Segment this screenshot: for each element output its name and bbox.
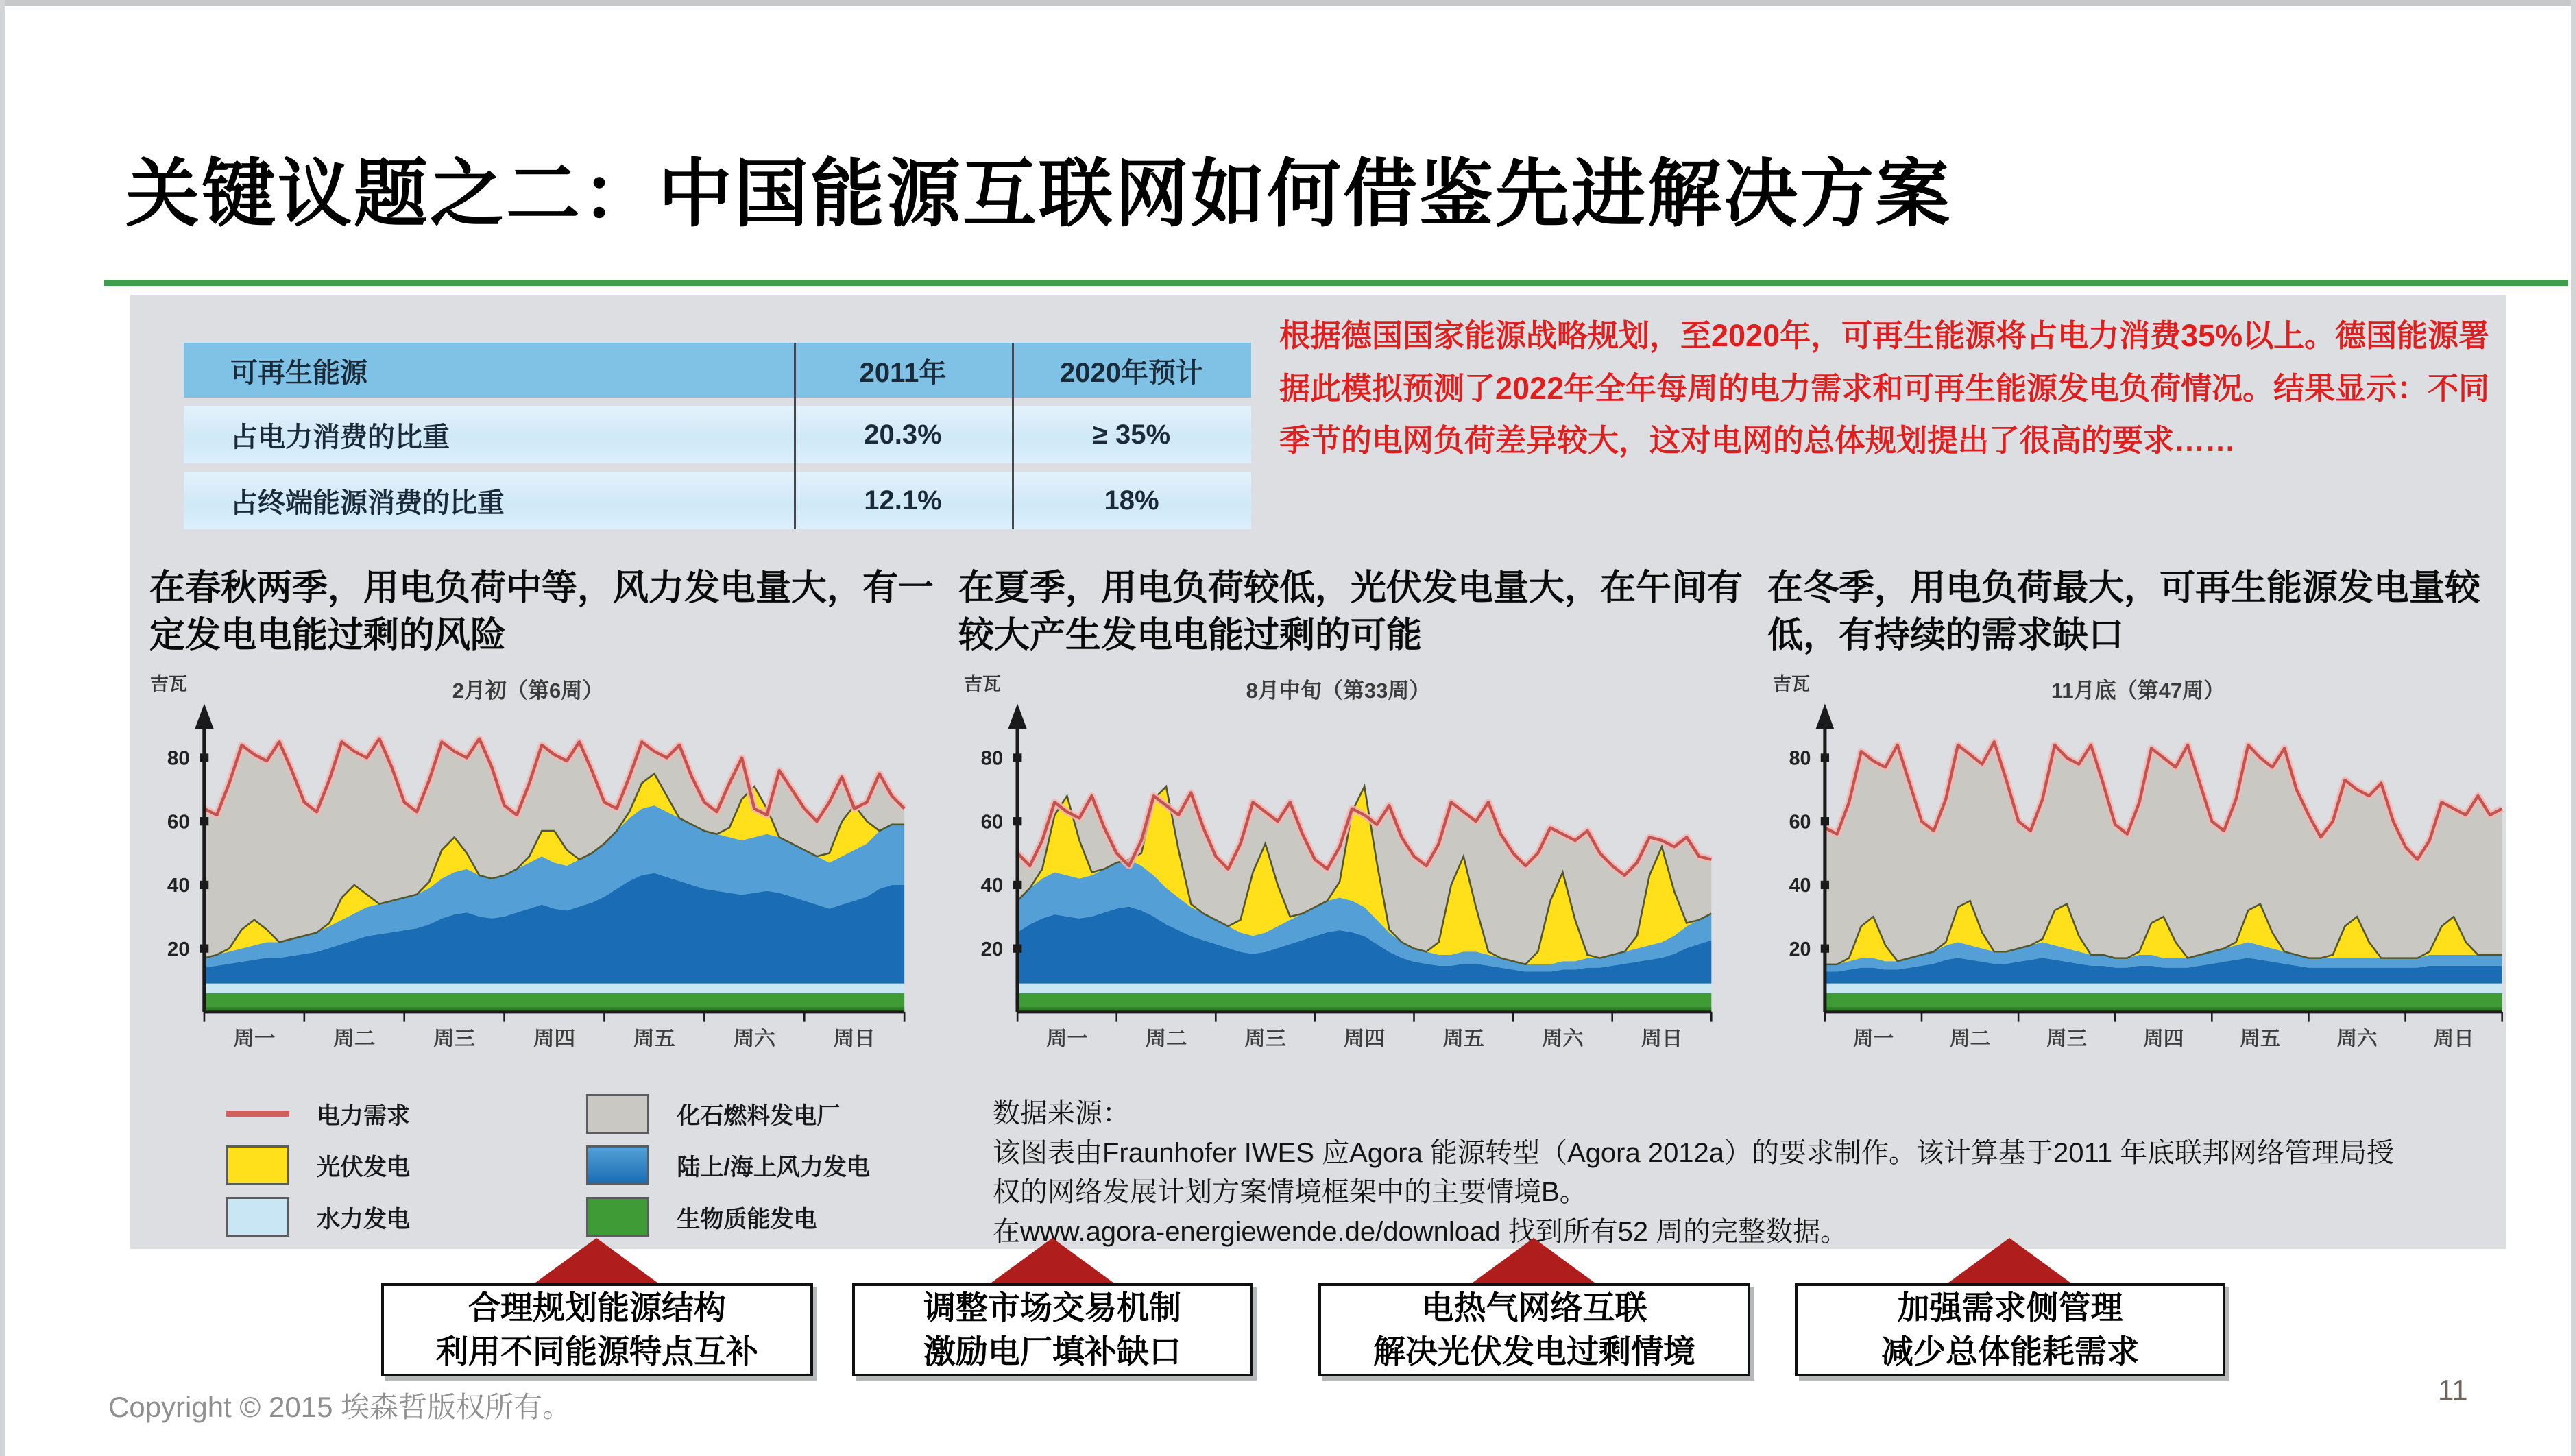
table-row-separator	[184, 463, 1251, 472]
source-line: 数据来源：	[993, 1098, 1130, 1128]
biomass-swatch-icon	[586, 1197, 649, 1237]
svg-text:60: 60	[167, 811, 190, 834]
legend-item-demand	[226, 1091, 566, 1136]
svg-text:周三: 周三	[433, 1028, 476, 1051]
solution-line: 加强需求侧管理	[1897, 1289, 2123, 1326]
legend-item-wind	[586, 1143, 987, 1187]
svg-text:20: 20	[980, 938, 1004, 960]
table-column-divider	[1012, 343, 1014, 529]
legend-label: 生物质能发电	[677, 1206, 817, 1233]
svg-text:周二: 周二	[333, 1028, 376, 1051]
highlight-text: 根据德国国家能源战略规划，至2020年，可再生能源将占电力消费35%以上。德国能源署据此模拟预测了2022年全年每周的电力需求和可再生能源发电负荷情况。结果显示：不同季节的电网负荷差异较大，这对电网的总体规划提出了很高的要求……	[1279, 318, 2490, 458]
arrow-up-icon	[1470, 1238, 1597, 1285]
table-header-row	[184, 343, 1251, 398]
renewables-table	[184, 343, 1251, 529]
y-axis-label: 吉瓦	[150, 674, 187, 694]
solution-line: 电热气网络互联	[1421, 1289, 1647, 1326]
svg-text:60: 60	[980, 811, 1004, 834]
weekly-load-chart-february	[141, 664, 915, 1075]
weekly-load-chart-november	[1763, 664, 2513, 1075]
solution-box-demand-side	[1795, 1283, 2225, 1376]
chart-legend	[226, 1091, 987, 1239]
svg-text:80: 80	[167, 748, 190, 770]
svg-text:周六: 周六	[733, 1028, 775, 1051]
table-cell: ≥ 35%	[1092, 419, 1171, 450]
table-cell: 20.3%	[864, 419, 942, 450]
svg-text:周一: 周一	[1852, 1028, 1894, 1051]
svg-text:周一: 周一	[233, 1028, 276, 1051]
arrow-up-icon	[533, 1238, 660, 1285]
svg-text:周六: 周六	[1542, 1028, 1584, 1051]
source-line: 在www.agora-energiewende.de/download 找到所有52 周的完整数据。	[993, 1216, 1848, 1247]
table-row	[184, 472, 1251, 529]
chart-caption-winter: 在冬季，用电负荷最大，可再生能源发电量较低，有持续的需求缺口	[1767, 568, 2481, 655]
svg-text:周四: 周四	[533, 1028, 576, 1051]
solution-box-market-mechanism	[852, 1283, 1253, 1376]
svg-text:周六: 周六	[2336, 1028, 2378, 1051]
svg-text:周日: 周日	[2433, 1028, 2474, 1051]
weekly-load-chart-august	[954, 664, 1722, 1075]
solution-line: 解决光伏发电过剩情境	[1373, 1333, 1695, 1370]
stacked-area-plot	[1763, 684, 2513, 1075]
window-left-edge	[0, 0, 5, 1456]
stacked-area-plot	[141, 684, 915, 1075]
svg-text:周三: 周三	[1244, 1028, 1286, 1051]
page-number: 11	[2438, 1374, 2468, 1406]
solution-line: 合理规划能源结构	[468, 1289, 726, 1326]
table-header-cell: 2020年预计	[1060, 357, 1203, 388]
svg-text:周二: 周二	[1145, 1028, 1187, 1051]
solution-line: 调整市场交易机制	[923, 1289, 1181, 1326]
demand-line-swatch-icon	[226, 1111, 289, 1117]
legend-label: 化石燃料发电厂	[677, 1103, 841, 1130]
data-source-note	[993, 1094, 2460, 1252]
svg-text:周日: 周日	[1641, 1028, 1683, 1051]
svg-text:60: 60	[1789, 811, 1811, 834]
solution-box-energy-structure	[381, 1283, 813, 1376]
table-row	[184, 406, 1251, 463]
legend-item-biomass	[586, 1195, 987, 1239]
table-column-divider	[794, 343, 796, 529]
legend-label: 水力发电	[317, 1206, 410, 1233]
window-right-edge	[2571, 0, 2575, 1456]
legend-label: 电力需求	[317, 1103, 410, 1130]
svg-text:周三: 周三	[2046, 1028, 2088, 1051]
copyright-text: Copyright © 2015 埃森哲版权所有。	[108, 1391, 572, 1423]
arrow-up-icon	[989, 1238, 1116, 1285]
chart-caption-spring-autumn: 在春秋两季，用电负荷中等，风力发电量大，有一定发电电能过剩的风险	[149, 568, 934, 655]
table-cell: 占终端能源消费的比重	[230, 487, 505, 518]
solution-line: 激励电厂填补缺口	[923, 1333, 1181, 1370]
svg-text:80: 80	[980, 747, 1004, 770]
chart-title: 8月中旬（第33周）	[1246, 679, 1431, 703]
svg-text:80: 80	[1789, 747, 1811, 770]
svg-text:20: 20	[167, 938, 190, 960]
table-row-separator	[184, 398, 1251, 406]
svg-text:周二: 周二	[1949, 1028, 1991, 1051]
chart-title: 2月初（第6周）	[452, 679, 604, 703]
svg-text:周五: 周五	[1442, 1028, 1485, 1051]
svg-text:周四: 周四	[1343, 1028, 1386, 1051]
source-line: 该图表由Fraunhofer IWES 应Agora 能源转型（Agora 2012a）的要求制作。该计算基于2011 年底联邦网络管理局授	[993, 1137, 2395, 1168]
wind-swatch-icon	[586, 1145, 649, 1185]
table-header-cell: 2011年	[859, 357, 947, 388]
svg-text:周五: 周五	[633, 1028, 676, 1051]
svg-text:周日: 周日	[833, 1028, 875, 1051]
y-axis-label: 吉瓦	[1773, 674, 1810, 694]
chart-caption-summer: 在夏季，用电负荷较低，光伏发电量大，在午间有较大产生发电电能过剩的可能	[958, 568, 1743, 655]
chart-title: 11月底（第47周）	[2051, 679, 2225, 703]
page-title: 关键议题之二：中国能源互联网如何借鉴先进解决方案	[125, 152, 1953, 235]
source-line: 权的网络发展计划方案情境框架中的主要情境B。	[993, 1177, 1587, 1208]
svg-text:20: 20	[1789, 938, 1811, 960]
title-divider	[104, 280, 2568, 286]
window-top-edge	[0, 0, 2575, 6]
svg-text:40: 40	[980, 875, 1004, 897]
svg-text:40: 40	[167, 875, 190, 897]
stacked-area-plot	[954, 684, 1722, 1075]
fossil-swatch-icon	[586, 1094, 649, 1134]
legend-label: 陆上/海上风力发电	[677, 1154, 870, 1181]
legend-item-pv	[226, 1143, 566, 1187]
y-axis-label: 吉瓦	[964, 674, 1001, 694]
table-cell: 12.1%	[864, 485, 942, 515]
table-cell: 18%	[1104, 485, 1159, 515]
svg-text:周五: 周五	[2240, 1028, 2281, 1051]
table-cell: 占电力消费的比重	[230, 422, 450, 452]
svg-text:周一: 周一	[1046, 1028, 1088, 1051]
svg-text:40: 40	[1789, 875, 1811, 897]
pv-swatch-icon	[226, 1145, 289, 1185]
solution-line: 利用不同能源特点互补	[436, 1333, 758, 1370]
solution-line: 减少总体能耗需求	[1881, 1333, 2139, 1370]
legend-label: 光伏发电	[317, 1154, 410, 1181]
legend-item-fossil	[586, 1091, 987, 1136]
svg-text:周四: 周四	[2143, 1028, 2184, 1051]
arrow-up-icon	[1946, 1238, 2073, 1285]
table-header-cell: 可再生能源	[230, 357, 367, 388]
legend-item-hydro	[226, 1195, 566, 1239]
solution-box-network-interconnection	[1318, 1283, 1750, 1376]
hydro-swatch-icon	[226, 1197, 289, 1237]
